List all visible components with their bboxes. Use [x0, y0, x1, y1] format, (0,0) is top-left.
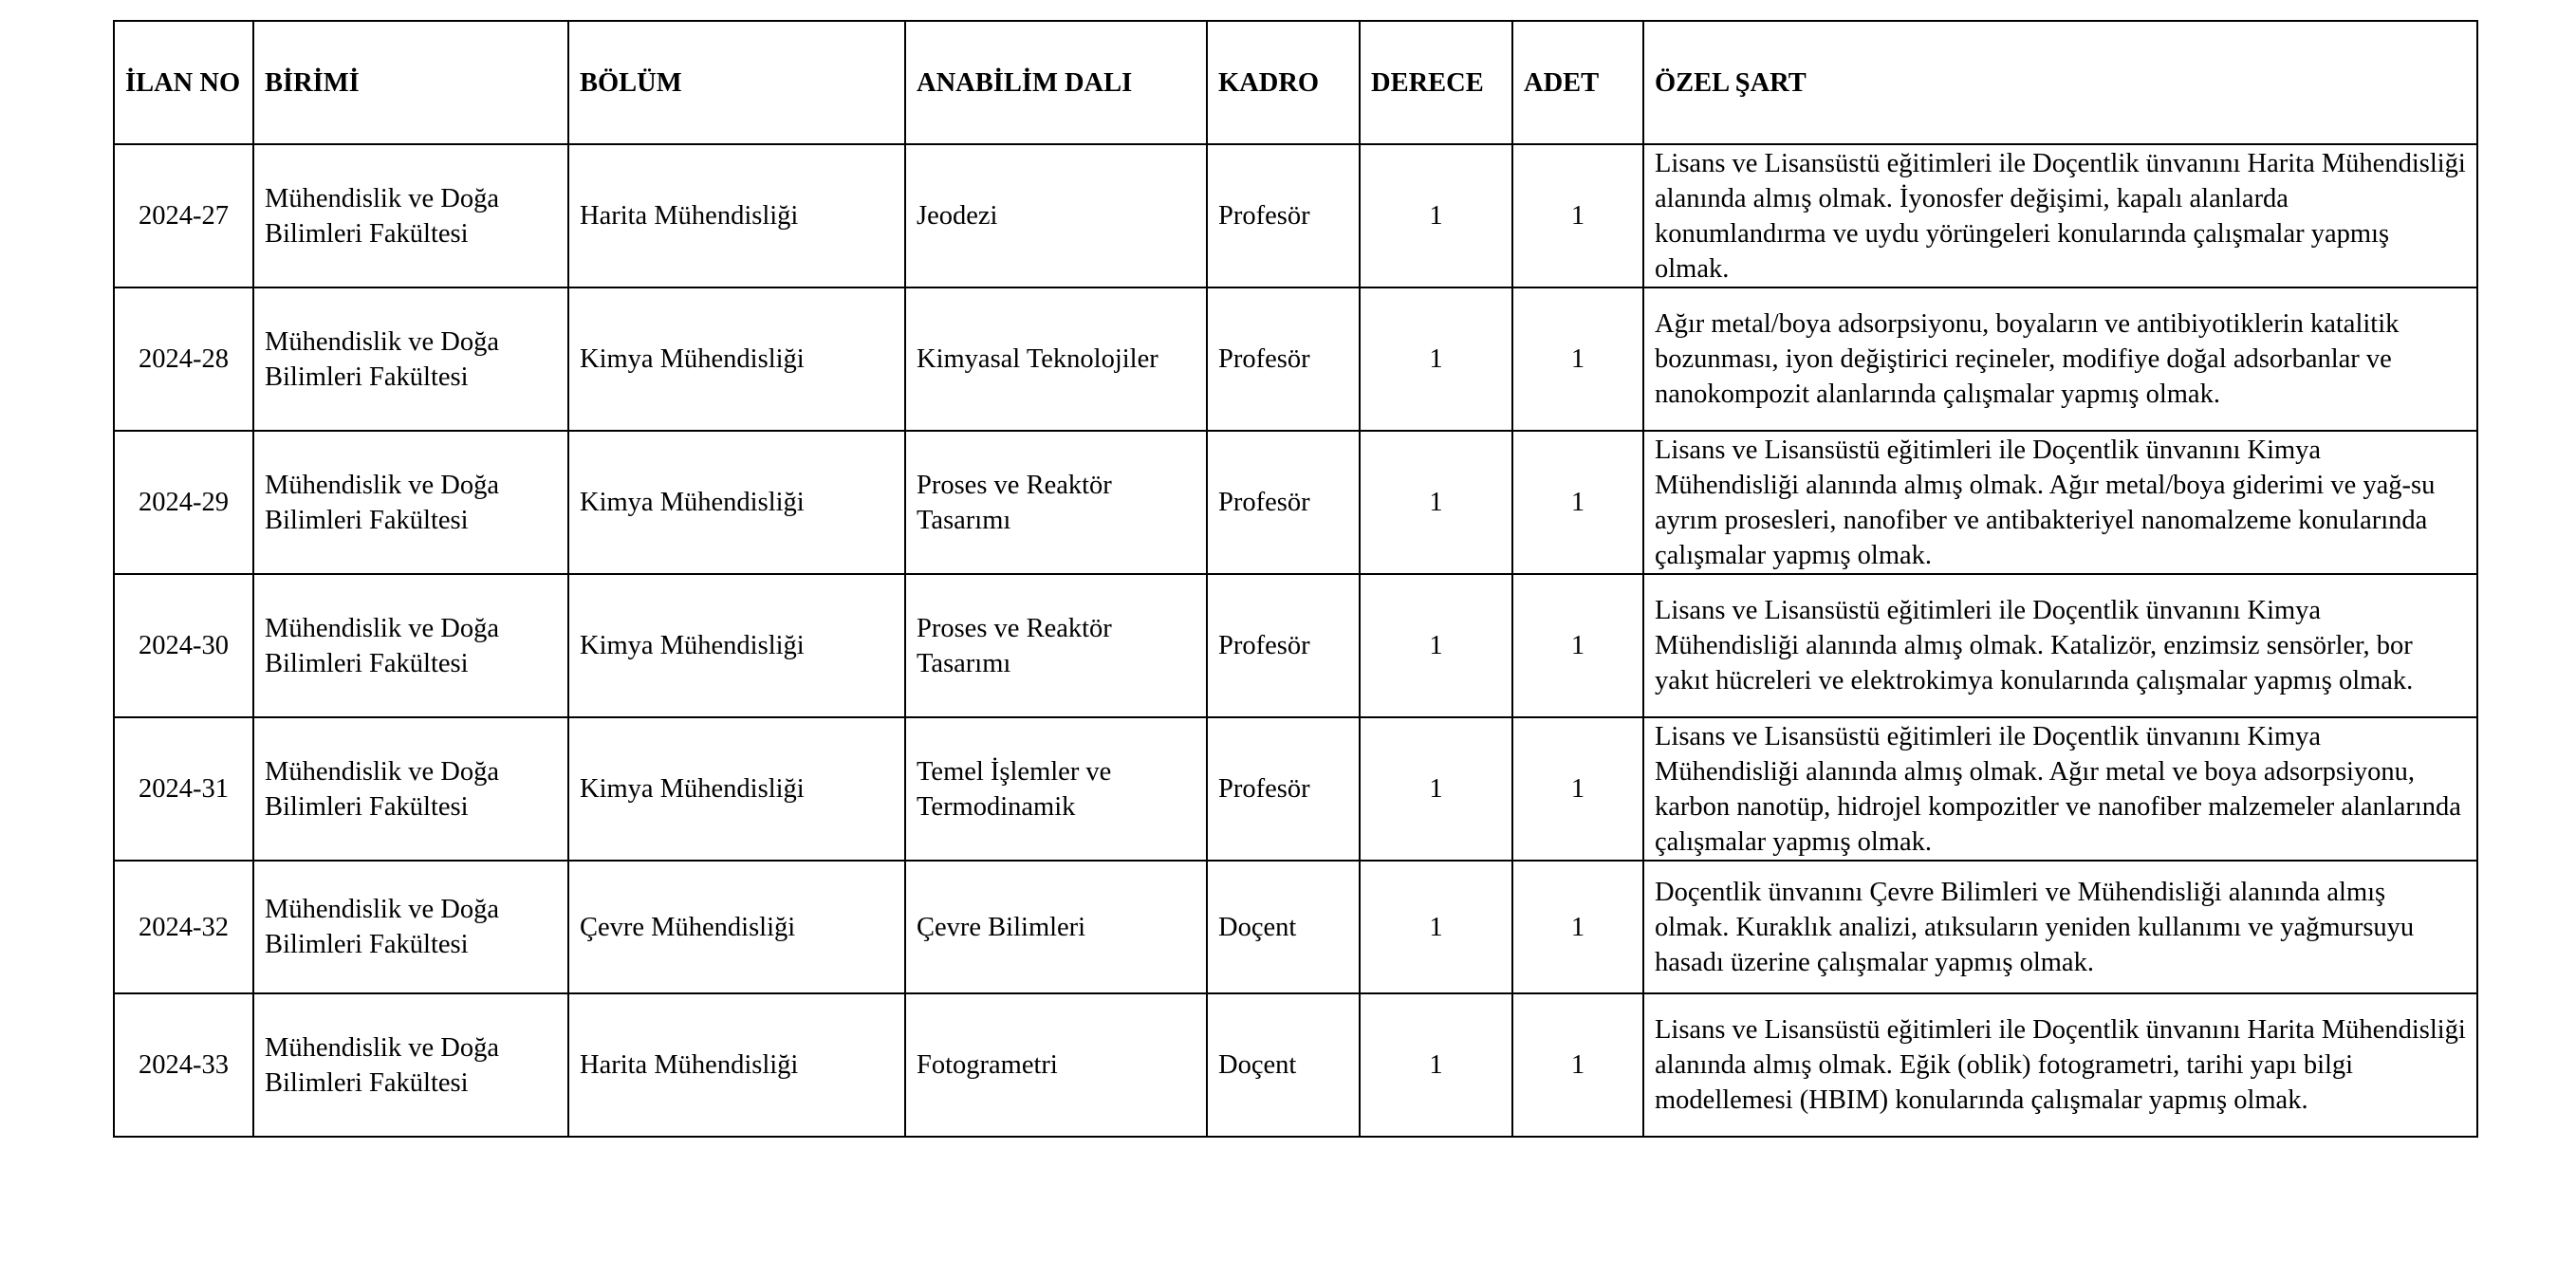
cell-adet: 1	[1512, 431, 1643, 574]
header-ilan-no: İLAN NO	[114, 21, 253, 144]
cell-adet: 1	[1512, 717, 1643, 861]
cell-bolum: Harita Mühendisliği	[568, 993, 905, 1137]
cell-kadro: Doçent	[1207, 861, 1360, 993]
cell-anabilim-dali: Jeodezi	[905, 144, 1207, 287]
cell-bolum: Kimya Mühendisliği	[568, 431, 905, 574]
cell-ozel-sart: Lisans ve Lisansüstü eğitimleri ile Doçentlik ünvanını Harita Mühendisliği alanında almış olmak. İyonosfer değişimi, kapalı alanlarda konumlandırma ve uydu yörüngeleri konularında çalışmalar yapmış olmak.	[1643, 144, 2477, 287]
cell-kadro: Profesör	[1207, 574, 1360, 717]
cell-derece: 1	[1360, 861, 1512, 993]
cell-anabilim-dali: Proses ve Reaktör Tasarımı	[905, 574, 1207, 717]
announcement-table	[113, 20, 2478, 1138]
cell-ozel-sart: Lisans ve Lisansüstü eğitimleri ile Doçentlik ünvanını Kimya Mühendisliği alanında almış olmak. Ağır metal ve boya adsorpsiyonu, karbon nanotüp, hidrojel kompozitler ve nanofiber malzemeler alanlarında çalışmalar yapmış olmak.	[1643, 717, 2477, 861]
cell-adet: 1	[1512, 993, 1643, 1137]
cell-ilan-no: 2024-27	[114, 144, 253, 287]
cell-anabilim-dali: Proses ve Reaktör Tasarımı	[905, 431, 1207, 574]
cell-kadro: Profesör	[1207, 717, 1360, 861]
table-row	[114, 287, 2477, 431]
cell-birimi: Mühendislik ve Doğa Bilimleri Fakültesi	[253, 993, 568, 1137]
cell-bolum: Harita Mühendisliği	[568, 144, 905, 287]
cell-bolum: Kimya Mühendisliği	[568, 717, 905, 861]
cell-birimi: Mühendislik ve Doğa Bilimleri Fakültesi	[253, 287, 568, 431]
cell-anabilim-dali: Temel İşlemler ve Termodinamik	[905, 717, 1207, 861]
table-row	[114, 717, 2477, 861]
cell-kadro: Profesör	[1207, 144, 1360, 287]
cell-kadro: Profesör	[1207, 431, 1360, 574]
cell-ilan-no: 2024-30	[114, 574, 253, 717]
cell-ilan-no: 2024-31	[114, 717, 253, 861]
header-adet: ADET	[1512, 21, 1643, 144]
header-kadro: KADRO	[1207, 21, 1360, 144]
cell-derece: 1	[1360, 144, 1512, 287]
table-row	[114, 993, 2477, 1137]
cell-anabilim-dali: Çevre Bilimleri	[905, 861, 1207, 993]
header-birimi: BİRİMİ	[253, 21, 568, 144]
cell-birimi: Mühendislik ve Doğa Bilimleri Fakültesi	[253, 861, 568, 993]
table-row	[114, 431, 2477, 574]
header-derece: DERECE	[1360, 21, 1512, 144]
header-anabilim-dali: ANABİLİM DALI	[905, 21, 1207, 144]
cell-ilan-no: 2024-28	[114, 287, 253, 431]
cell-ozel-sart: Lisans ve Lisansüstü eğitimleri ile Doçentlik ünvanını Harita Mühendisliği alanında almış olmak. Eğik (oblik) fotogrametri, tarihi yapı bilgi modellemesi (HBIM) konularında çalışmalar yapmış olmak.	[1643, 993, 2477, 1137]
cell-derece: 1	[1360, 431, 1512, 574]
cell-bolum: Kimya Mühendisliği	[568, 287, 905, 431]
cell-kadro: Profesör	[1207, 287, 1360, 431]
cell-adet: 1	[1512, 287, 1643, 431]
table-row	[114, 861, 2477, 993]
cell-ilan-no: 2024-33	[114, 993, 253, 1137]
cell-adet: 1	[1512, 574, 1643, 717]
cell-ilan-no: 2024-29	[114, 431, 253, 574]
cell-adet: 1	[1512, 144, 1643, 287]
cell-birimi: Mühendislik ve Doğa Bilimleri Fakültesi	[253, 717, 568, 861]
cell-birimi: Mühendislik ve Doğa Bilimleri Fakültesi	[253, 431, 568, 574]
table-row	[114, 574, 2477, 717]
cell-adet: 1	[1512, 861, 1643, 993]
cell-derece: 1	[1360, 717, 1512, 861]
table-header-row	[114, 21, 2477, 144]
cell-ilan-no: 2024-32	[114, 861, 253, 993]
cell-derece: 1	[1360, 574, 1512, 717]
cell-bolum: Kimya Mühendisliği	[568, 574, 905, 717]
cell-anabilim-dali: Kimyasal Teknolojiler	[905, 287, 1207, 431]
table-row	[114, 144, 2477, 287]
cell-ozel-sart: Lisans ve Lisansüstü eğitimleri ile Doçentlik ünvanını Kimya Mühendisliği alanında almış olmak. Ağır metal/boya giderimi ve yağ-su ayrım prosesleri, nanofiber ve antibakteriyel nanomalzeme konularında çalışmalar yapmış olmak.	[1643, 431, 2477, 574]
cell-derece: 1	[1360, 993, 1512, 1137]
cell-birimi: Mühendislik ve Doğa Bilimleri Fakültesi	[253, 144, 568, 287]
cell-ozel-sart: Doçentlik ünvanını Çevre Bilimleri ve Mühendisliği alanında almış olmak. Kuraklık analizi, atıksuların yeniden kullanımı ve yağmursuyu hasadı üzerine çalışmalar yapmış olmak.	[1643, 861, 2477, 993]
cell-birimi: Mühendislik ve Doğa Bilimleri Fakültesi	[253, 574, 568, 717]
cell-anabilim-dali: Fotogrametri	[905, 993, 1207, 1137]
cell-ozel-sart: Ağır metal/boya adsorpsiyonu, boyaların ve antibiyotiklerin katalitik bozunması, iyon değiştirici reçineler, modifiye doğal adsorbanlar ve nanokompozit alanlarında çalışmalar yapmış olmak.	[1643, 287, 2477, 431]
cell-derece: 1	[1360, 287, 1512, 431]
header-bolum: BÖLÜM	[568, 21, 905, 144]
cell-kadro: Doçent	[1207, 993, 1360, 1137]
cell-ozel-sart: Lisans ve Lisansüstü eğitimleri ile Doçentlik ünvanını Kimya Mühendisliği alanında almış olmak. Katalizör, enzimsiz sensörler, bor yakıt hücreleri ve elektrokimya konularında çalışmalar yapmış olmak.	[1643, 574, 2477, 717]
header-ozel-sart: ÖZEL ŞART	[1643, 21, 2477, 144]
cell-bolum: Çevre Mühendisliği	[568, 861, 905, 993]
